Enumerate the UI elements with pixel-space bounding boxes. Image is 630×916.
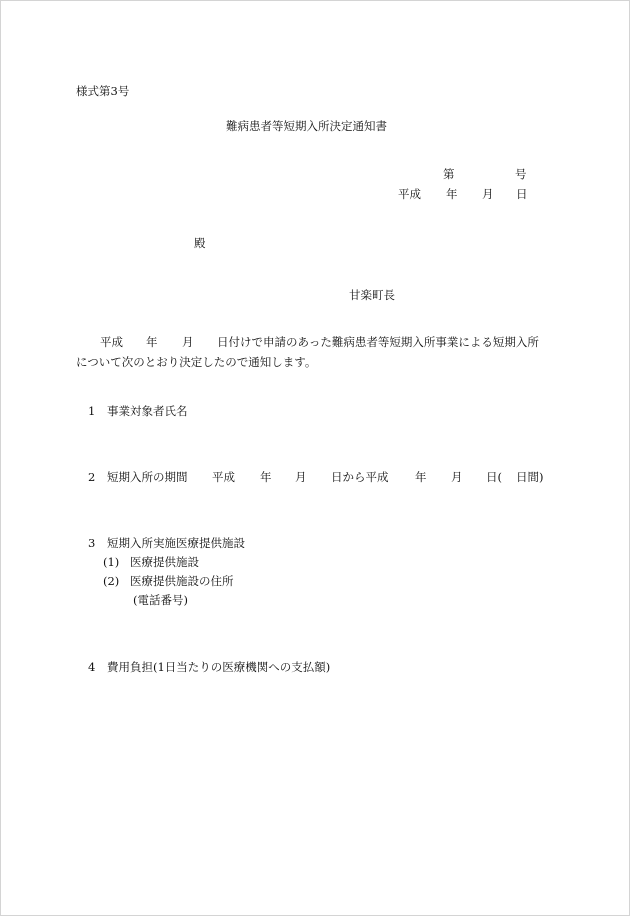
item2-number: 2 — [88, 470, 96, 484]
item2-to-month: 月 — [451, 470, 463, 484]
item2-end: 日( — [486, 470, 502, 484]
document-title: 難病患者等短期入所決定通知書 — [226, 119, 387, 133]
addressee-suffix: 殿 — [194, 236, 206, 250]
item2-to-connector: 日から平成 — [331, 470, 389, 484]
item4-label: 費用負担(1日当たりの医療機関への支払額) — [107, 660, 331, 674]
date-month: 月 — [482, 187, 494, 201]
item3-phone: (電話番号) — [133, 593, 188, 607]
body-era: 平成 — [100, 335, 123, 349]
item3-sub1-label: 医療提供施設 — [130, 555, 199, 569]
item1-label: 事業対象者氏名 — [107, 404, 188, 418]
body-line2: について次のとおり決定したので通知します。 — [76, 355, 317, 369]
ref-dai: 第 — [443, 167, 455, 181]
item2-from-era: 平成 — [212, 470, 235, 484]
ref-go: 号 — [515, 167, 527, 181]
body-year: 年 — [146, 335, 158, 349]
date-year: 年 — [446, 187, 458, 201]
item2-end-days: 日間) — [516, 470, 544, 484]
date-era: 平成 — [398, 187, 421, 201]
body-line1-text: 日付けで申請のあった難病患者等短期入所事業による短期入所 — [217, 335, 539, 349]
item4-number: 4 — [88, 660, 96, 674]
item3-sub2-label: 医療提供施設の住所 — [130, 574, 234, 588]
date-day: 日 — [516, 187, 528, 201]
item3-number: 3 — [88, 536, 96, 550]
issuer: 甘楽町長 — [349, 288, 395, 302]
body-month: 月 — [182, 335, 194, 349]
item2-label: 短期入所の期間 — [107, 470, 188, 484]
item2-from-year: 年 — [260, 470, 272, 484]
item1-number: 1 — [88, 404, 96, 418]
item3-sub2-number: (2) — [103, 574, 120, 588]
item2-from-month: 月 — [295, 470, 307, 484]
form-number: 様式第3号 — [76, 84, 130, 98]
item2-to-year: 年 — [415, 470, 427, 484]
item3-label: 短期入所実施医療提供施設 — [107, 536, 245, 550]
item3-sub1-number: (1) — [103, 555, 120, 569]
